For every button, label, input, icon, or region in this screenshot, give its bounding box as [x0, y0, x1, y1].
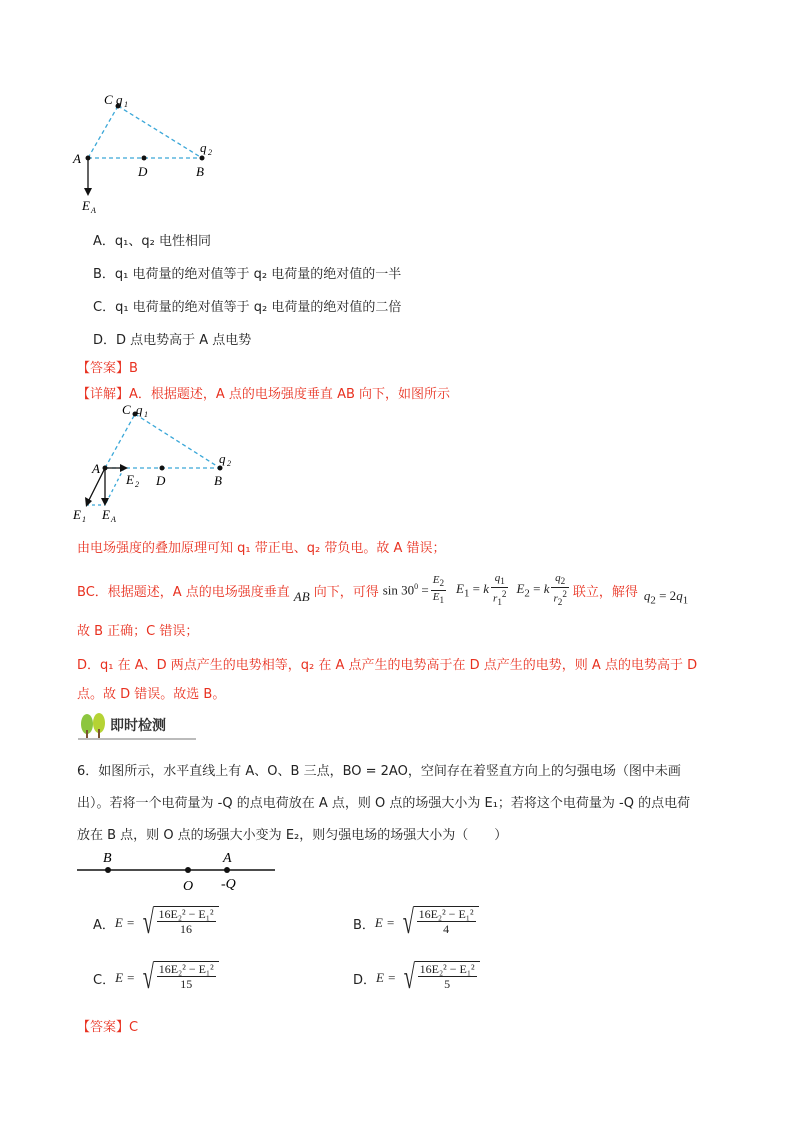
label2-q1: q [136, 402, 143, 417]
q6-option-d[interactable] [353, 961, 480, 995]
formula-e2-frac: $\frac{q_2}{r_2^2}$ [553, 571, 567, 608]
label2-EA-sub: A [111, 515, 116, 524]
figure-charges-2 [70, 402, 250, 532]
label-q1-sub: 1 [124, 100, 128, 109]
figure-line-charges [75, 848, 285, 893]
label2-E2-sub: 2 [135, 480, 139, 489]
formula-e2: $E_2 = k$ [516, 580, 550, 600]
formula-sin: $\sin 30^0$ = [382, 581, 429, 598]
option-a[interactable]: A．q₁、q₂ 电性相同 [93, 234, 211, 249]
detail-text-1: A．根据题述，A 点的电场强度垂直 AB 向下，如图所示 [129, 387, 451, 402]
label-q2-sub: 2 [208, 148, 212, 157]
q6-line2: 出）。若将一个电荷量为 -Q 的点电荷放在 A 点，则 O 点的场强大小为 E₁；若将这个电荷量为 -Q 的点电荷 [77, 796, 691, 811]
q6-label-B: B [103, 851, 112, 866]
q6-formula-lhs-a: E = [114, 915, 135, 930]
label2-B: B [214, 473, 222, 488]
q6-option-b[interactable] [353, 906, 479, 940]
sqrt-icon: √ $\frac{\text{16E₂² − E₁²}}{16}$ [139, 906, 219, 940]
answer-6: 【答案】C [77, 1020, 139, 1035]
option-b[interactable]: B．q₁ 电荷量的绝对值等于 q₂ 电荷量的绝对值的一半 [93, 267, 402, 282]
label-EA: E [82, 198, 90, 213]
q6-label-A: A [223, 851, 232, 866]
option-c[interactable]: C．q₁ 电荷量的绝对值等于 q₂ 电荷量的绝对值的二倍 [93, 300, 402, 315]
formula-q2: $q_2 = 2q_1$ [643, 587, 689, 607]
detail-text-3c: 联立，解得 [572, 584, 638, 600]
detail-line5: D．q₁ 在 A、D 两点产生的电势相等，q₂ 在 A 点产生的电势高于在 D 点产生的电势，则 A 点的电势高于 D [77, 658, 698, 673]
q6-den-a: 16 [180, 922, 193, 936]
q6-option-b-label: B． [353, 917, 375, 933]
label2-D: D [156, 473, 166, 488]
q6-num-d: 16E₂² − E₁² [419, 962, 475, 976]
q6-line3: 放在 B 点，则 O 点的场强大小变为 E₂，则匀强电场的场强大小为（ ） [77, 828, 508, 843]
detail-ab: AB [293, 589, 310, 604]
sqrt-icon: √ $\frac{\text{16E₂² − E₁²}}{5}$ [400, 961, 480, 995]
detail-text-3b: 向下，可得 [313, 584, 379, 600]
q6-formula-lhs-d: E = [376, 970, 396, 985]
q6-num-c: 16E₂² − E₁² [158, 962, 214, 976]
q6-num-a: 16E₂² − E₁² [158, 907, 214, 921]
formula-e1-frac: $\frac{q_1}{r_1^2}$ [493, 571, 507, 608]
q6-label-O: O [183, 879, 194, 893]
label2-q1-sub: 1 [144, 410, 148, 419]
q6-line1: 6．如图所示，水平直线上有 A、O、B 三点，BO = 2AO，空间存在着竖直方向上的匀强电场（图中未画 [77, 764, 681, 779]
figure-charges-1 [70, 90, 230, 220]
label-q1: q [116, 92, 123, 107]
sqrt-icon: √ $\frac{\text{16E₂² − E₁²}}{4}$ [399, 906, 479, 940]
q6-label-Q: -Q [221, 877, 236, 892]
q6-den-d: 5 [444, 977, 451, 991]
label-D: D [138, 164, 148, 179]
label2-EA: E [102, 507, 110, 522]
label-A: A [73, 151, 81, 166]
q6-formula-lhs-b: E = [374, 915, 395, 930]
detail-line4: 故 B 正确；C 错误； [77, 624, 199, 639]
q6-option-d-label: D． [353, 972, 377, 988]
section-banner [78, 712, 196, 742]
q6-den-b: 4 [443, 922, 450, 936]
answer-5: 【答案】B [77, 361, 138, 376]
label2-C: C [122, 402, 131, 417]
label-q2: q [200, 140, 207, 155]
label2-E2: E [126, 472, 134, 487]
detail-line3 [77, 570, 688, 610]
q6-option-c-label: C． [93, 972, 116, 988]
label-C: C [104, 92, 113, 107]
label-EA-sub: A [91, 206, 96, 215]
detail-text-3a: BC．根据题述，A 点的电场强度垂直 [77, 584, 290, 600]
q6-formula-lhs-c: E = [115, 970, 136, 985]
q6-den-c: 15 [180, 977, 193, 991]
label2-E1: E [73, 507, 81, 522]
option-d[interactable]: D．D 点电势高于 A 点电势 [93, 333, 252, 348]
label2-q2: q [219, 451, 226, 466]
sqrt-icon: √ $\frac{\text{16E₂² − E₁²}}{15}$ [139, 961, 219, 995]
detail-line1 [77, 383, 450, 402]
q6-option-a-label: A． [93, 917, 115, 933]
label2-q2-sub: 2 [227, 459, 231, 468]
formula-ratio: $\frac{E_2}{E_1}$ [432, 574, 445, 605]
q6-num-b: 16E₂² − E₁² [418, 907, 474, 921]
q6-option-c[interactable] [93, 961, 219, 995]
label-B: B [196, 164, 204, 179]
section-title: 即时检测 [110, 718, 166, 734]
label2-A: A [92, 461, 100, 476]
label2-E1-sub: 1 [82, 515, 86, 524]
detail-line6: 点。故 D 错误。故选 B。 [77, 687, 226, 702]
detail-label: 【详解】 [77, 387, 130, 402]
formula-e1: $E_1 = k$ [456, 580, 490, 600]
detail-line2: 由电场强度的叠加原理可知 q₁ 带正电、q₂ 带负电。故 A 错误； [77, 541, 446, 556]
q6-option-a[interactable] [93, 906, 219, 940]
